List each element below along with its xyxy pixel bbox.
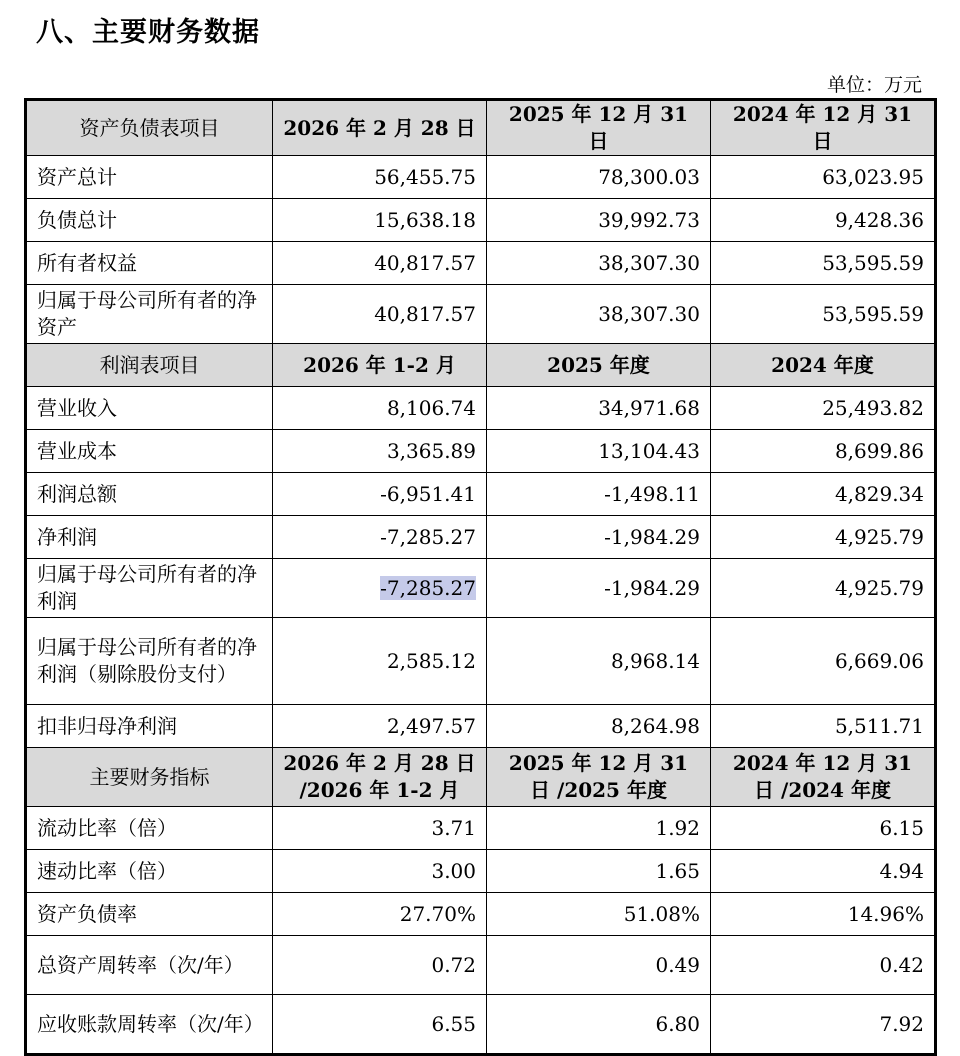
cell-value: 40,817.57 xyxy=(273,285,487,344)
balance-header-row xyxy=(26,100,936,156)
cell-value: 63,023.95 xyxy=(711,156,936,199)
row-label: 速动比率（倍） xyxy=(26,850,273,893)
row-label: 扣非归母净利润 xyxy=(26,705,273,748)
cell-value: 6.55 xyxy=(273,995,487,1055)
cell-value: 40,817.57 xyxy=(273,242,487,285)
table-row xyxy=(26,516,936,559)
table-row xyxy=(26,893,936,936)
cell-value: -1,984.29 xyxy=(487,559,711,618)
cell-value: 8,968.14 xyxy=(487,618,711,705)
cell-value: -1,498.11 xyxy=(487,473,711,516)
cell-value: 25,493.82 xyxy=(711,387,936,430)
indicators-header-col3: 2024 年 12 月 31 日 /2024 年度 xyxy=(711,748,936,807)
cell-value: 14.96% xyxy=(711,893,936,936)
cell-value: 0.42 xyxy=(711,936,936,995)
cell-value: 5,511.71 xyxy=(711,705,936,748)
table-row xyxy=(26,285,936,344)
cell-value: 53,595.59 xyxy=(711,285,936,344)
table-row xyxy=(26,242,936,285)
row-label: 营业成本 xyxy=(26,430,273,473)
balance-header-col2: 2025 年 12 月 31 日 xyxy=(487,100,711,156)
cell-value-selected[interactable] xyxy=(273,559,487,618)
cell-value: 8,699.86 xyxy=(711,430,936,473)
row-label: 所有者权益 xyxy=(26,242,273,285)
row-label: 归属于母公司所有者的净利润（剔除股份支付） xyxy=(26,618,273,705)
cell-value: 4,829.34 xyxy=(711,473,936,516)
balance-header-col3: 2024 年 12 月 31 日 xyxy=(711,100,936,156)
page-title: 八、主要财务数据 xyxy=(36,17,260,48)
cell-value: 56,455.75 xyxy=(273,156,487,199)
cell-value: 2,585.12 xyxy=(273,618,487,705)
cell-value: 27.70% xyxy=(273,893,487,936)
selected-text-highlight[interactable]: -7,285.27 xyxy=(380,575,476,600)
cell-value: 3.00 xyxy=(273,850,487,893)
table-row xyxy=(26,387,936,430)
row-label: 归属于母公司所有者的净资产 xyxy=(26,285,273,344)
table-row xyxy=(26,199,936,242)
row-label: 资产总计 xyxy=(26,156,273,199)
row-label: 应收账款周转率（次/年） xyxy=(26,995,273,1055)
cell-value: 51.08% xyxy=(487,893,711,936)
unit-label: 单位：万元 xyxy=(826,74,922,96)
income-header-row xyxy=(26,344,936,387)
cell-value: 34,971.68 xyxy=(487,387,711,430)
cell-value: 6.15 xyxy=(711,807,936,850)
cell-value: 7.92 xyxy=(711,995,936,1055)
cell-value: 3,365.89 xyxy=(273,430,487,473)
row-label: 归属于母公司所有者的净利润 xyxy=(26,559,273,618)
indicators-header-label: 主要财务指标 xyxy=(26,748,273,807)
cell-value: -7,285.27 xyxy=(273,516,487,559)
cell-value: 6,669.06 xyxy=(711,618,936,705)
cell-value: 15,638.18 xyxy=(273,199,487,242)
table-row xyxy=(26,936,936,995)
cell-value: 4,925.79 xyxy=(711,516,936,559)
cell-value: 4,925.79 xyxy=(711,559,936,618)
cell-value: 38,307.30 xyxy=(487,285,711,344)
cell-value: 2,497.57 xyxy=(273,705,487,748)
cell-value: 53,595.59 xyxy=(711,242,936,285)
cell-value: 9,428.36 xyxy=(711,199,936,242)
row-label: 流动比率（倍） xyxy=(26,807,273,850)
cell-value: 1.65 xyxy=(487,850,711,893)
cell-value: -6,951.41 xyxy=(273,473,487,516)
cell-value: 3.71 xyxy=(273,807,487,850)
income-header-col3: 2024 年度 xyxy=(711,344,936,387)
cell-value: 13,104.43 xyxy=(487,430,711,473)
cell-value: -1,984.29 xyxy=(487,516,711,559)
income-header-label: 利润表项目 xyxy=(26,344,273,387)
table-row xyxy=(26,995,936,1055)
table-row xyxy=(26,850,936,893)
cell-value: 39,992.73 xyxy=(487,199,711,242)
table-row xyxy=(26,559,936,618)
cell-value: 0.49 xyxy=(487,936,711,995)
row-label: 负债总计 xyxy=(26,199,273,242)
table-row xyxy=(26,156,936,199)
indicators-header-row xyxy=(26,748,936,807)
row-label: 资产负债率 xyxy=(26,893,273,936)
cell-value: 0.72 xyxy=(273,936,487,995)
income-header-col2: 2025 年度 xyxy=(487,344,711,387)
cell-value: 8,264.98 xyxy=(487,705,711,748)
row-label: 利润总额 xyxy=(26,473,273,516)
table-row xyxy=(26,473,936,516)
table-row xyxy=(26,705,936,748)
table-row xyxy=(26,618,936,705)
row-label: 总资产周转率（次/年） xyxy=(26,936,273,995)
row-label: 净利润 xyxy=(26,516,273,559)
cell-value: 4.94 xyxy=(711,850,936,893)
indicators-header-col1: 2026 年 2 月 28 日 /2026 年 1-2 月 xyxy=(273,748,487,807)
cell-value: 1.92 xyxy=(487,807,711,850)
cell-value: 6.80 xyxy=(487,995,711,1055)
cell-value: 78,300.03 xyxy=(487,156,711,199)
balance-header-col1: 2026 年 2 月 28 日 xyxy=(273,100,487,156)
cell-value: 38,307.30 xyxy=(487,242,711,285)
cell-value: 8,106.74 xyxy=(273,387,487,430)
table-row xyxy=(26,807,936,850)
balance-header-label: 资产负债表项目 xyxy=(26,100,273,156)
financial-data-table xyxy=(24,98,937,1056)
income-header-col1: 2026 年 1-2 月 xyxy=(273,344,487,387)
table-row xyxy=(26,430,936,473)
indicators-header-col2: 2025 年 12 月 31 日 /2025 年度 xyxy=(487,748,711,807)
row-label: 营业收入 xyxy=(26,387,273,430)
